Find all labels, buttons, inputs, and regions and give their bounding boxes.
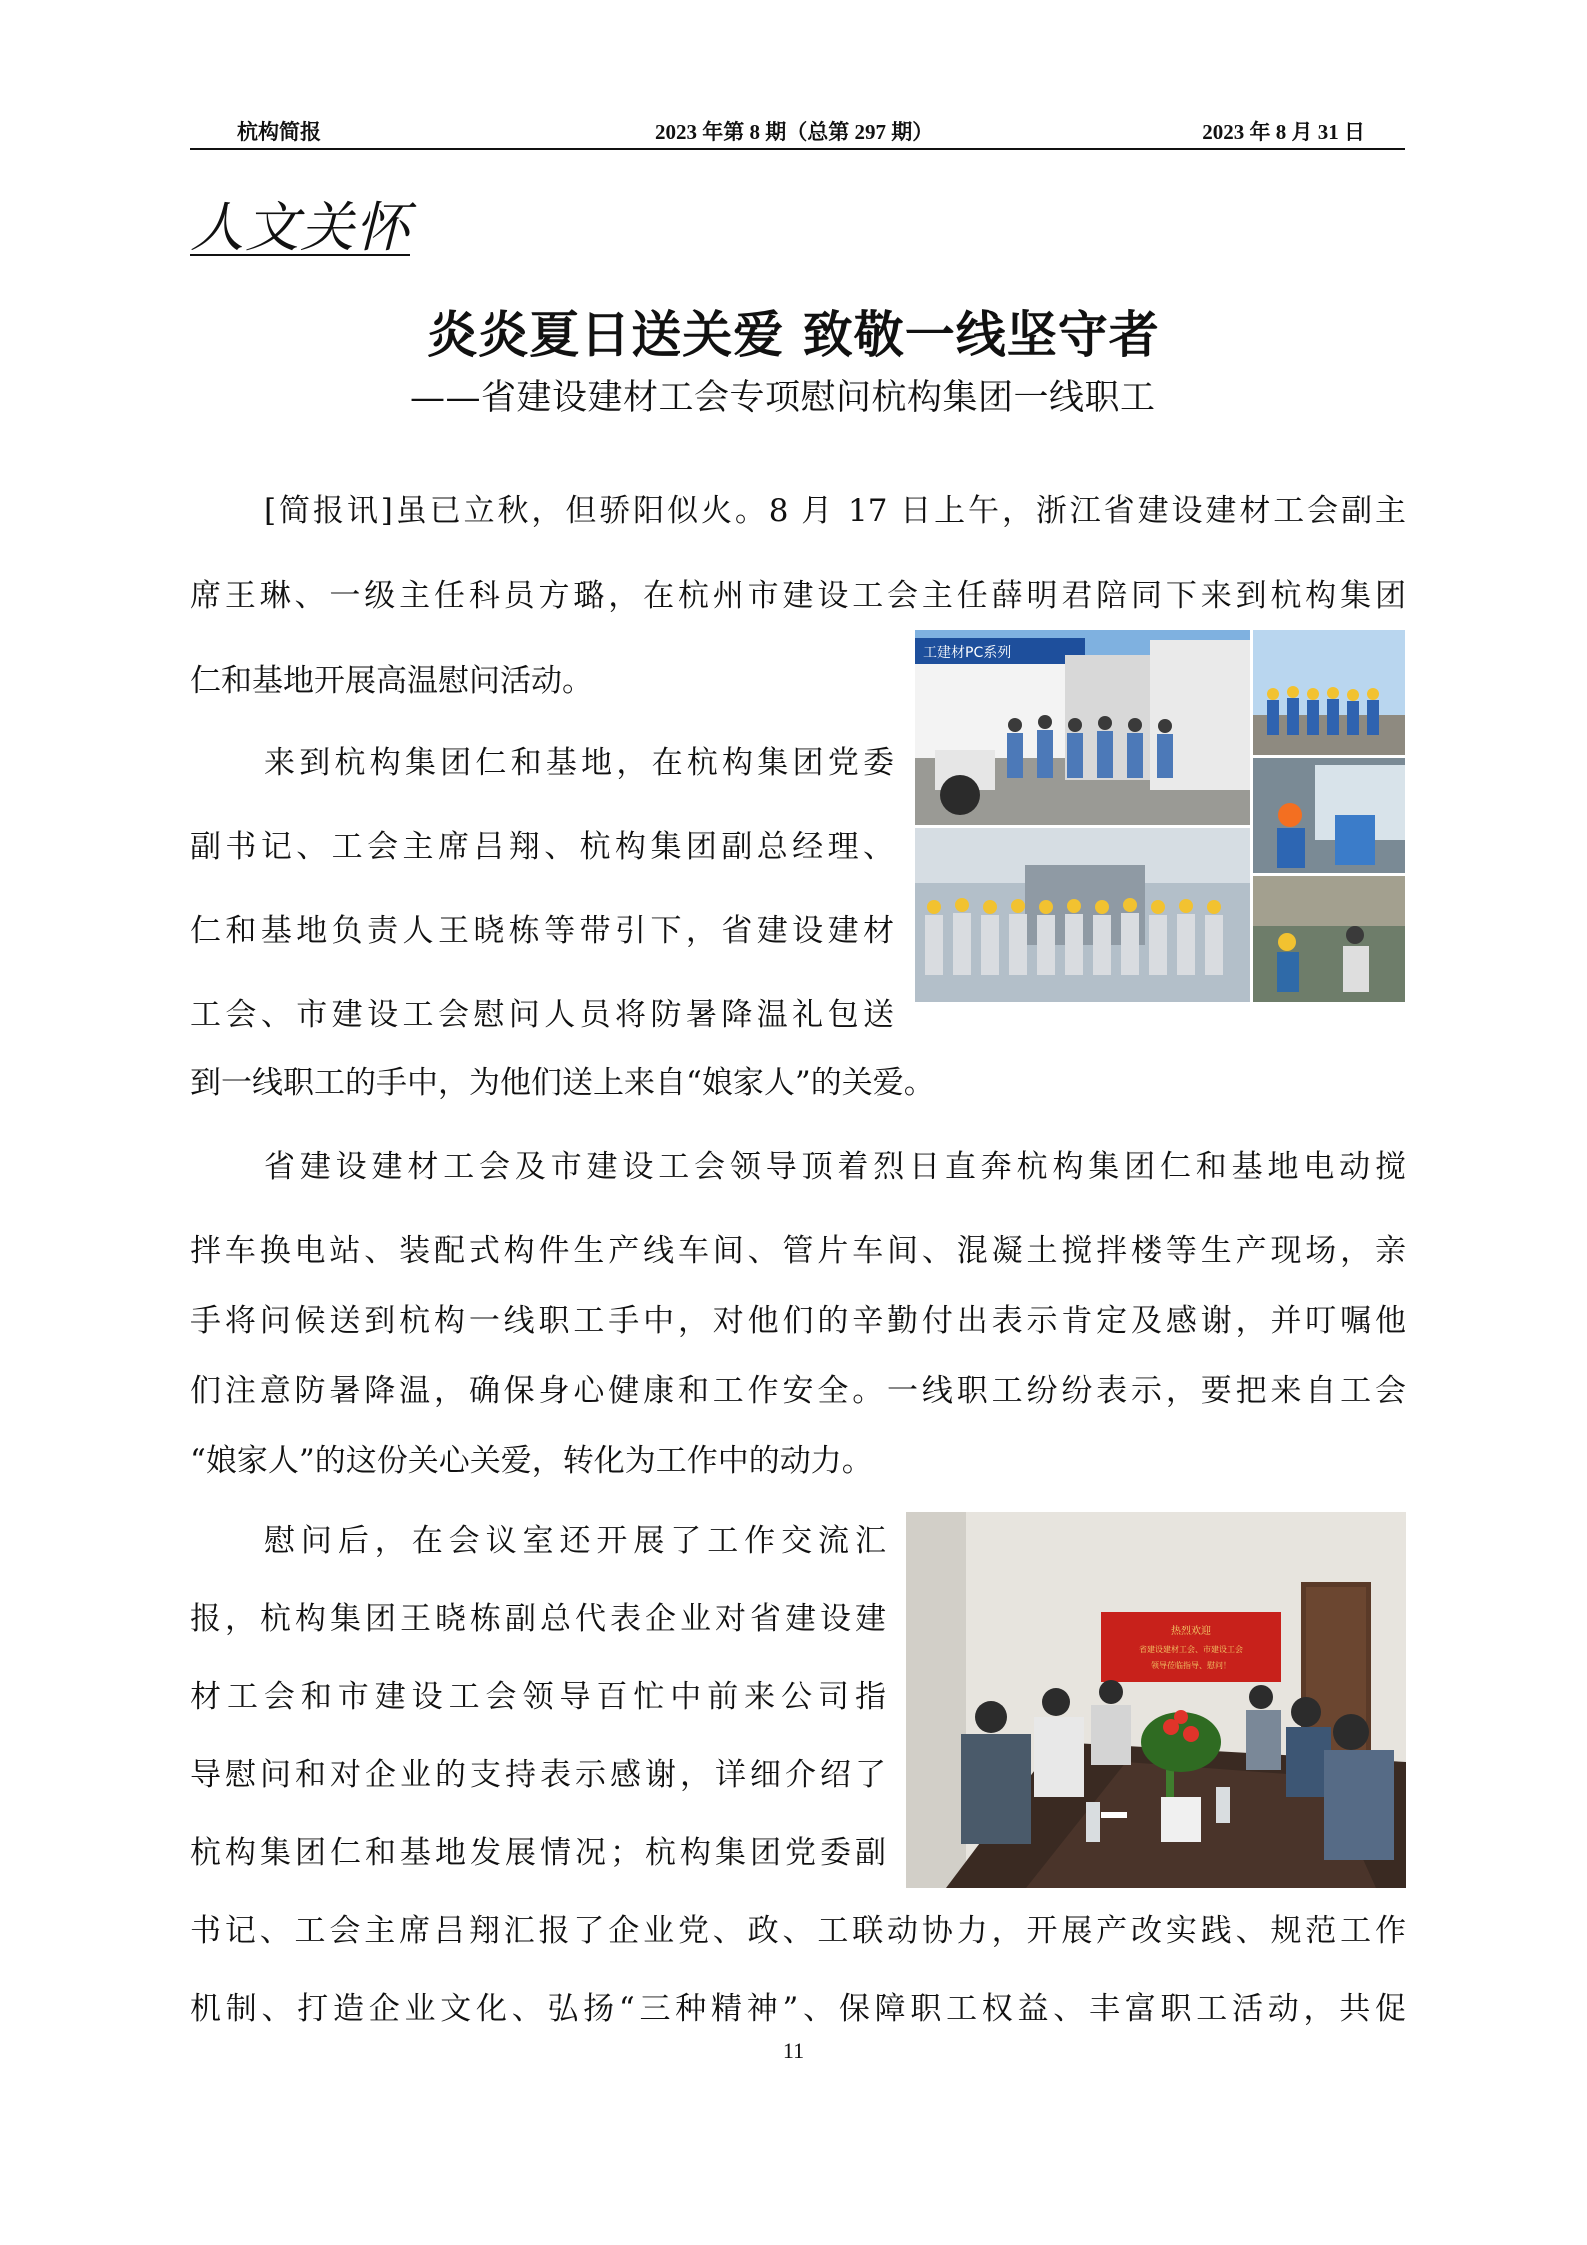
page-number: 11 (782, 2038, 805, 2063)
visit-photo-collage (915, 630, 1405, 1002)
section-title: 人文关怀 (190, 196, 410, 259)
body-line: 到一线职工的手中，为他们送上来自“娘家人”的关爱。 (190, 1065, 935, 1101)
meeting-room-photo (906, 1512, 1406, 1888)
body-line: 来到杭构集团仁和基地，在杭构集团党委 (264, 745, 894, 781)
body-line: [简报讯]虽已立秋，但骄阳似火。8 月 17 日上午，浙江省建设建材工会副主 (264, 493, 1406, 529)
body-line: 副书记、工会主席吕翔、杭构集团副总经理、 (190, 829, 894, 865)
article-subtitle: ——省建设建材工会专项慰问杭构集团一线职工 (410, 378, 1156, 418)
body-line: 席王琳、一级主任科员方璐，在杭州市建设工会主任薛明君陪同下来到杭构集团 (190, 578, 1406, 614)
meeting-banner-text (906, 1512, 907, 1513)
body-line: 杭构集团仁和基地发展情况；杭构集团党委副 (190, 1835, 886, 1871)
body-line: 仁和基地开展高温慰问活动。 (190, 663, 593, 699)
svg-text:热烈欢迎: 热烈欢迎 (1171, 1626, 1211, 1637)
header-date: 2023 年 8 月 31 日 (1202, 120, 1365, 144)
body-line: 慰问后，在会议室还开展了工作交流汇 (264, 1523, 886, 1559)
body-line: 报，杭构集团王晓栋副总代表企业对省建设建 (190, 1601, 886, 1637)
svg-text:领导莅临指导、慰问！: 领导莅临指导、慰问！ (1151, 1661, 1231, 1670)
body-line: 仁和基地负责人王晓栋等带引下，省建设建材 (190, 913, 894, 949)
svg-text:省建设建材工会、市建设工会: 省建设建材工会、市建设工会 (1139, 1645, 1243, 1654)
body-line: “娘家人”的这份关心关爱，转化为工作中的动力。 (190, 1443, 873, 1479)
body-line: 手将问候送到杭构一线职工手中，对他们的辛勤付出表示肯定及感谢，并叮嘱他 (190, 1303, 1406, 1339)
header-issue: 2023 年第 8 期（总第 297 期） (655, 120, 934, 144)
body-line: 材工会和市建设工会领导百忙中前来公司指 (190, 1679, 886, 1715)
body-line: 拌车换电站、装配式构件生产线车间、管片车间、混凝土搅拌楼等生产现场，亲 (190, 1233, 1406, 1269)
header-publication: 杭构简报 (237, 120, 321, 144)
body-line: 省建设建材工会及市建设工会领导顶着烈日直奔杭构集团仁和基地电动搅 (264, 1149, 1406, 1185)
body-line: 们注意防暑降温，确保身心健康和工作安全。一线职工纷纷表示，要把来自工会 (190, 1373, 1406, 1409)
truck-label: 工建材PC系列 (923, 645, 1012, 661)
body-line: 书记、工会主席吕翔汇报了企业党、政、工联动协力，开展产改实践、规范工作 (190, 1913, 1406, 1949)
body-line: 工会、市建设工会慰问人员将防暑降温礼包送 (190, 997, 894, 1033)
page-header (190, 112, 1405, 150)
body-line: 导慰问和对企业的支持表示感谢，详细介绍了 (190, 1757, 886, 1793)
article-title: 炎炎夏日送关爱 致敬一线坚守者 (427, 305, 1160, 364)
body-line: 机制、打造企业文化、弘扬“三种精神”、保障职工权益、丰富职工活动，共促 (190, 1991, 1406, 2027)
